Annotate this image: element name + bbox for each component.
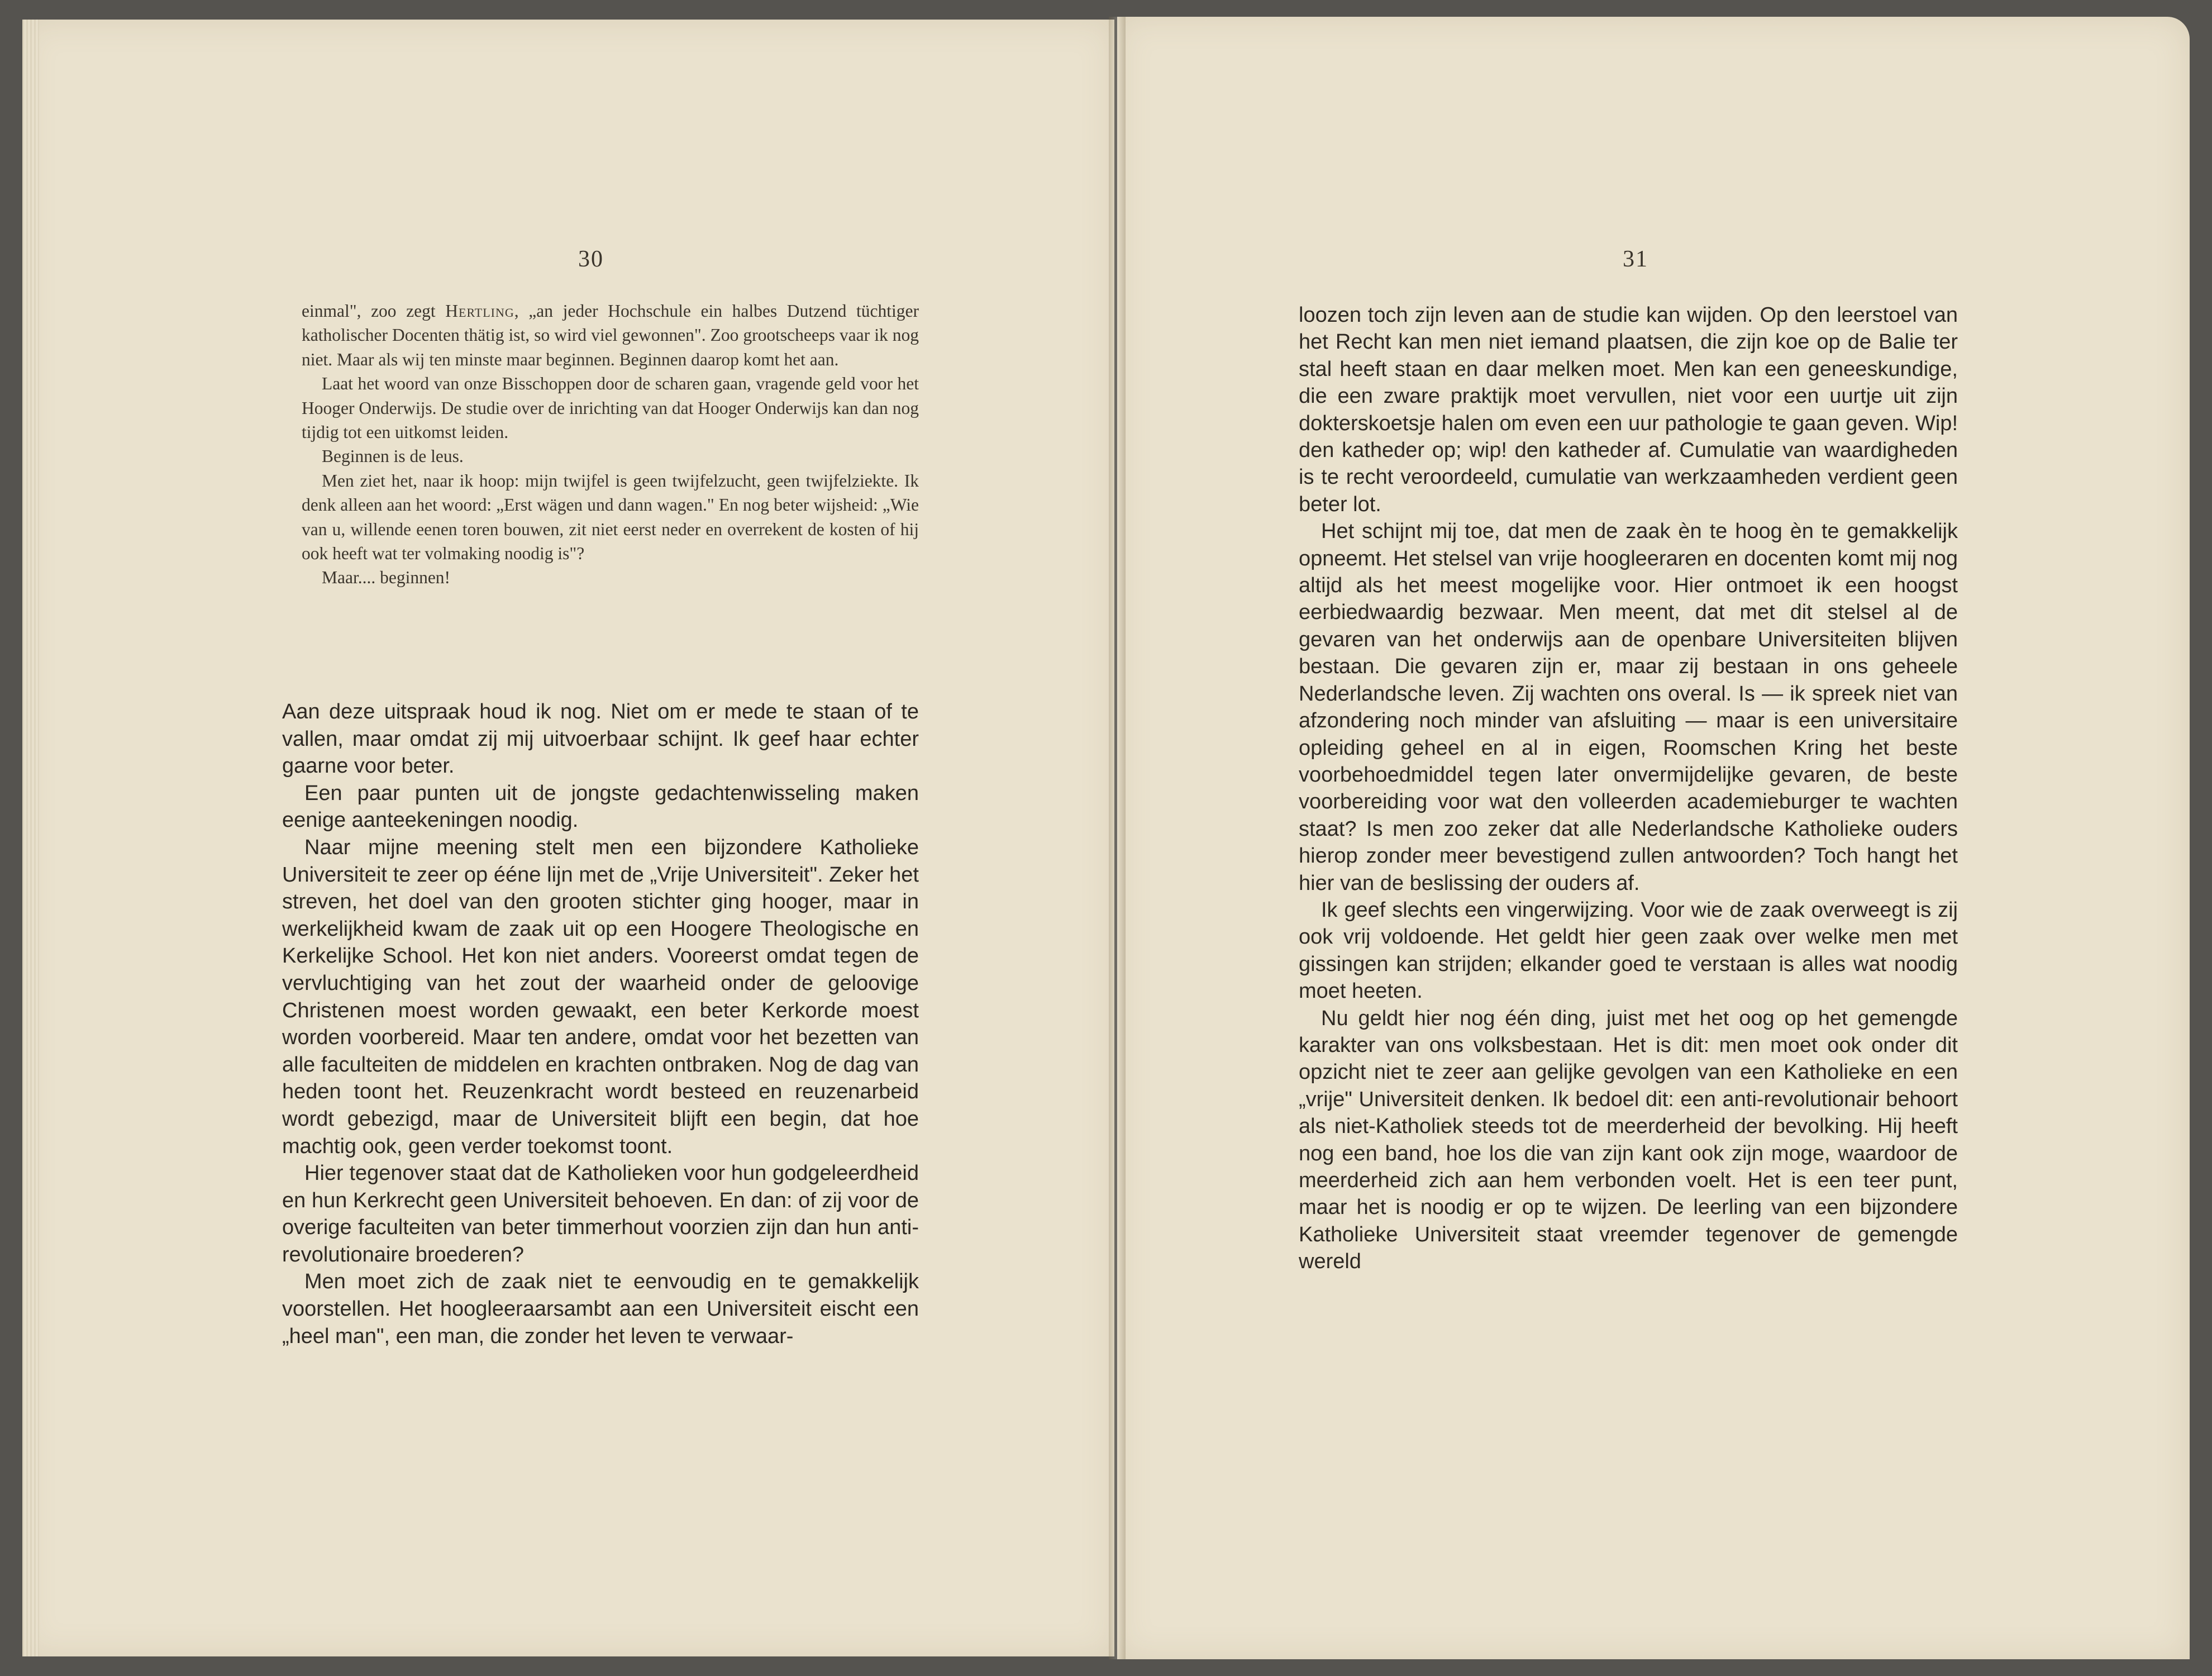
quote-paragraph: Laat het woord van onze Bisschoppen door de scharen gaan, vragende geld voor het Hooger Onderwijs. De studie over de inrichting van dat Hooger Onderwijs kan dan nog tijdig tot een uitkomst leiden. bbox=[302, 374, 919, 442]
quote-paragraph bbox=[302, 299, 919, 372]
body-paragraph: Een paar punten uit de jongste gedachtenwisseling maken eenige aanteekeningen noodig. bbox=[282, 781, 919, 832]
quote-text: , „an jeder Hochschule ein halbes Dutzend tüchtiger katholischer Docenten thätig ist, so wird viel gewonnen". Zoo grootscheeps vaar ik nog niet. Maar als wij ten minste maar beginnen. Beginnen daarop komt het aan. bbox=[302, 301, 919, 369]
left-body-text bbox=[282, 698, 919, 1350]
quote-paragraph: Beginnen is de leus. bbox=[322, 446, 464, 466]
body-paragraph: Aan deze uitspraak houd ik nog. Niet om er mede te staan of te vallen, maar omdat zij mij uitvoerbaar schijnt. Ik geef haar echter gaarne voor beter. bbox=[282, 700, 919, 778]
body-paragraph: Ik geef slechts een vingerwijzing. Voor wie de zaak overweegt is zij ook vrij voldoende. Het geldt hier geen zaak over welke men met gissingen kan strijden; elkander goed te verstaan is alles wat noodig moet heeten. bbox=[1299, 898, 1958, 1003]
body-paragraph: loozen toch zijn leven aan de studie kan wijden. Op den leerstoel van het Recht kan men niet iemand plaatsen, die zijn koe op de Balie ter stal heeft staan en daar melken moet. Men kan een geneeskundige, die een zware praktijk moet vervullen, niet voor een uurtje uit zijn dokterskoetsje halen om even een uur pathologie te gaan geven. Wip! den katheder op; wip! den katheder af. Cumulatie van waardigheden is te recht veroordeeld, cumulatie van werkzaamheden verdient geen beter lot. bbox=[1299, 303, 1958, 516]
quote-text: einmal", zoo zegt bbox=[302, 301, 446, 321]
quote-block bbox=[302, 299, 919, 590]
right-page-number: 31 bbox=[1623, 246, 1648, 272]
body-paragraph: Men moet zich de zaak niet te eenvoudig en te gemakkelijk voorstellen. Het hoogleeraarsambt aan een Universiteit eischt een „heel man", een man, die zonder het leven te verwaar- bbox=[282, 1270, 919, 1348]
cited-author: Hertling bbox=[445, 301, 514, 321]
page-edge-folds bbox=[22, 20, 39, 1656]
quote-paragraph: Maar.... beginnen! bbox=[322, 568, 451, 588]
body-paragraph: Hier tegenover staat dat de Katholieken voor hun godgeleerdheid en hun Kerkrecht geen Universiteit behoeven. En dan: of zij voor de overige faculteiten van beter timmerhout voorzien zijn dan hun anti-revolutionaire broederen? bbox=[282, 1161, 919, 1266]
quote-paragraph: Men ziet het, naar ik hoop: mijn twijfel is geen twijfelzucht, geen twijfelziekte. Ik denk alleen aan het woord: „Erst wägen und dann wagen." En nog beter wijsheid: „Wie van u, willende eenen toren bouwen, zit niet eerst neder en overrekent de kosten of hij ook heeft wat ter volmaking noodig is"? bbox=[302, 470, 919, 564]
body-paragraph: Het schijnt mij toe, dat men de zaak èn te hoog èn te gemakkelijk opneemt. Het stelsel van vrije hoogleeraren en docenten komt mij nog altijd als het meest mogelijke voor. Hier ontmoet ik een hoogst eerbiedwaardig bezwaar. Men meent, dat met dit stelsel al de gevaren van het onderwijs aan de openbare Universiteiten blijven bestaan. Die gevaren zijn er, maar zij bestaan in ons geheele Nederlandsche leven. Zij wachten ons overal. Is — ik spreek niet van afzondering noch minder van afsluiting — maar is een universitaire opleiding geheel en al in eigen, Roomschen Kring het beste voorbehoedmiddel tegen later onvermijdelijke gevaren, de beste voorbereiding voor wat den volleerden academieburger te wachten staat? Is men zoo zeker dat alle Nederlandsche Katholieke ouders hierop zonder meer bevestigend zullen antwoorden? Toch hangt het hier van de beslissing der ouders af. bbox=[1299, 520, 1958, 895]
body-paragraph: Nu geldt hier nog één ding, juist met het oog op het gemengde karakter van ons volksbestaan. Het is dit: men moet ook onder dit opzicht niet te zeer aan gelijke gevolgen van een Katholieke en een „vrije" Universiteit denken. Ik bedoel dit: een anti-revolutionair behoort als niet-Katholiek steeds tot de meerderheid der bevolking. Hij heeft nog een band, hoe los die van zijn kant ook zijn moge, waardoor de meerderheid zich aan hem verbonden voelt. Het is een teer punt, maar het is noodig er op te wijzen. De leerling van een bijzondere Katholieke Universiteit staat vreemder tegenover de gemengde wereld bbox=[1299, 1006, 1958, 1274]
left-page-number: 30 bbox=[578, 246, 604, 272]
body-paragraph: Naar mijne meening stelt men een bijzondere Katholieke Universiteit te zeer op ééne lijn met de „Vrije Universiteit". Zeker het streven, het doel van den grooten stichter ging hooger, maar in werkelijkheid kwam de zaak uit op een Hoogere Theologische en Kerkelijke School. Het kon niet anders. Vooreerst omdat tegen de vervluchtiging van het zout der waarheid onder de geloovige Christenen moest worden gewaakt, een beter Kerkorde moest worden voorbereid. Maar ten andere, omdat voor het bezetten van alle faculteiten de middelen en krachten ontbraken. Nog de dag van heden toont het. Reuzenkracht wordt besteed en reuzenarbeid wordt gebezigd, maar de Universiteit blijft een begin, dat hoe machtig ook, geen verder toekomst toont. bbox=[282, 835, 919, 1158]
right-body-text bbox=[1299, 302, 1958, 1275]
book-gutter bbox=[1109, 17, 1126, 1659]
